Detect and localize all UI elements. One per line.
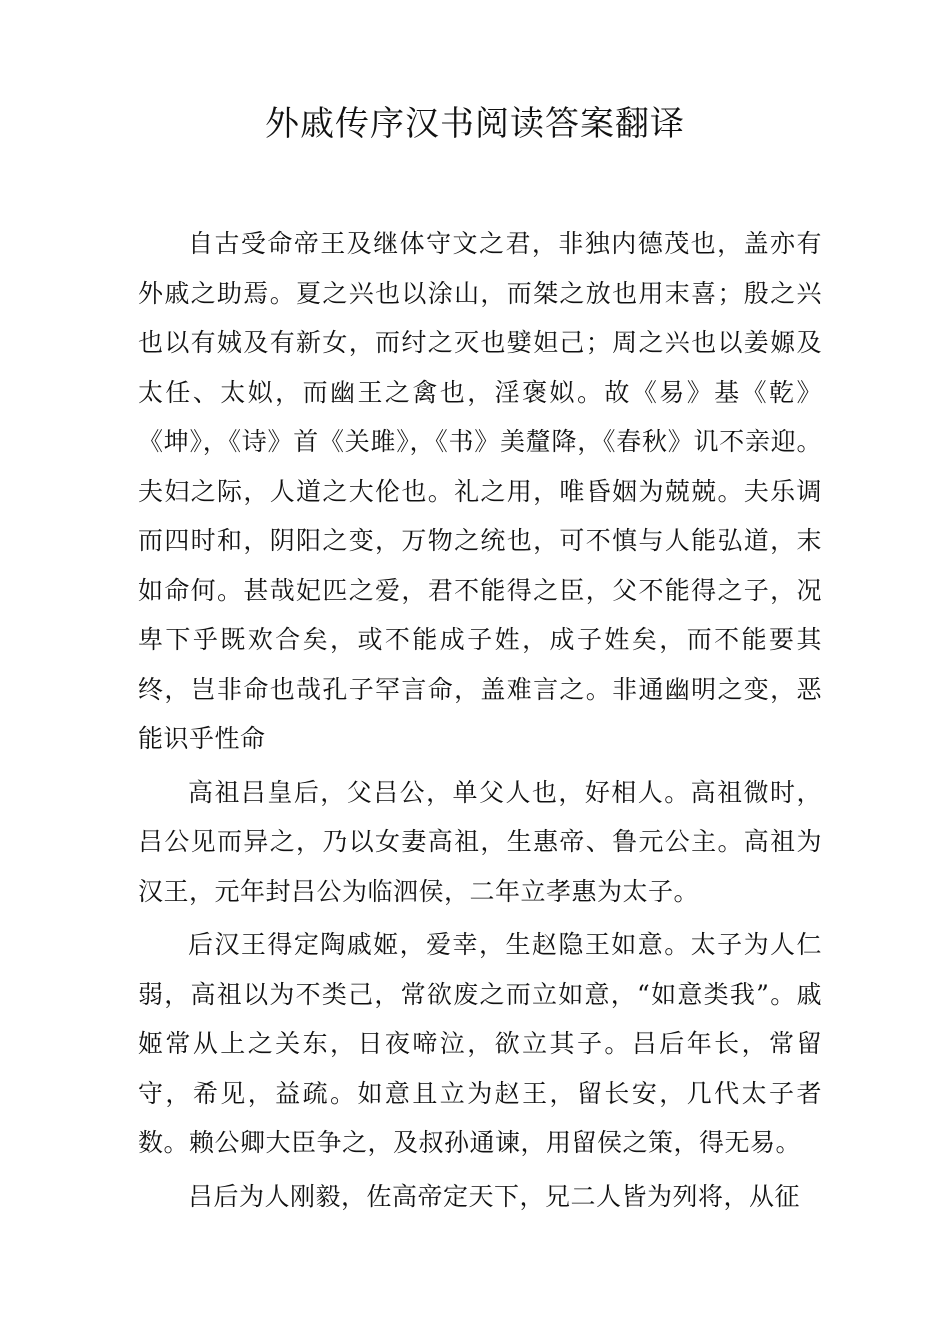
document-body (138, 219, 822, 1221)
paragraph-preface: 自古受命帝王及继体守文之君，非独内德茂也，盖亦有外戚之助焉。夏之兴也以涂山，而桀之放也用末喜；殷之兴也以有娀及有新女，而纣之灭也嬖妲己；周之兴也以姜嫄及太任、太姒，而幽王之禽也，淫褒姒。故《易》基《乾》《坤》，《诗》首《关雎》，《书》美釐降，《春秋》讥不亲迎。夫妇之际，人道之大伦也。礼之用，唯昏姻为兢兢。夫乐调而四时和，阴阳之变，万物之统也，可不慎与人能弘道，末如命何。甚哉妃匹之爱，君不能得之臣，父不能得之子，况卑下乎既欢合矣，或不能成子姓，成子姓矣，而不能要其终，岂非命也哉孔子罕言命，盖难言之。非通幽明之变，恶能识乎性命 (138, 229, 822, 753)
paragraph-lady-qi: 后汉王得定陶戚姬，爱幸，生赵隐王如意。太子为人仁弱，高祖以为不类己，常欲废之而立如意，“如意类我”。戚姬常从上之关东，日夜啼泣，欲立其子。吕后年长，常留守，希见，益疏。如意且立为赵王，留长安，几代太子者数。赖公卿大臣争之，及叔孙通谏，用留侯之策，得无易。 (138, 930, 822, 1157)
paragraph-empress-lu-origin: 高祖吕皇后，父吕公，单父人也，好相人。高祖微时，吕公见而异之，乃以女妻高祖，生惠帝、鲁元公主。高祖为汉王，元年封吕公为临泗侯，二年立孝惠为太子。 (138, 777, 822, 906)
document-title: 外戚传序汉书阅读答案翻译 (265, 104, 685, 144)
paragraph-empress-lu-character: 吕后为人刚毅，佐高帝定天下，兄二人皆为列将，从征 (188, 1181, 801, 1211)
